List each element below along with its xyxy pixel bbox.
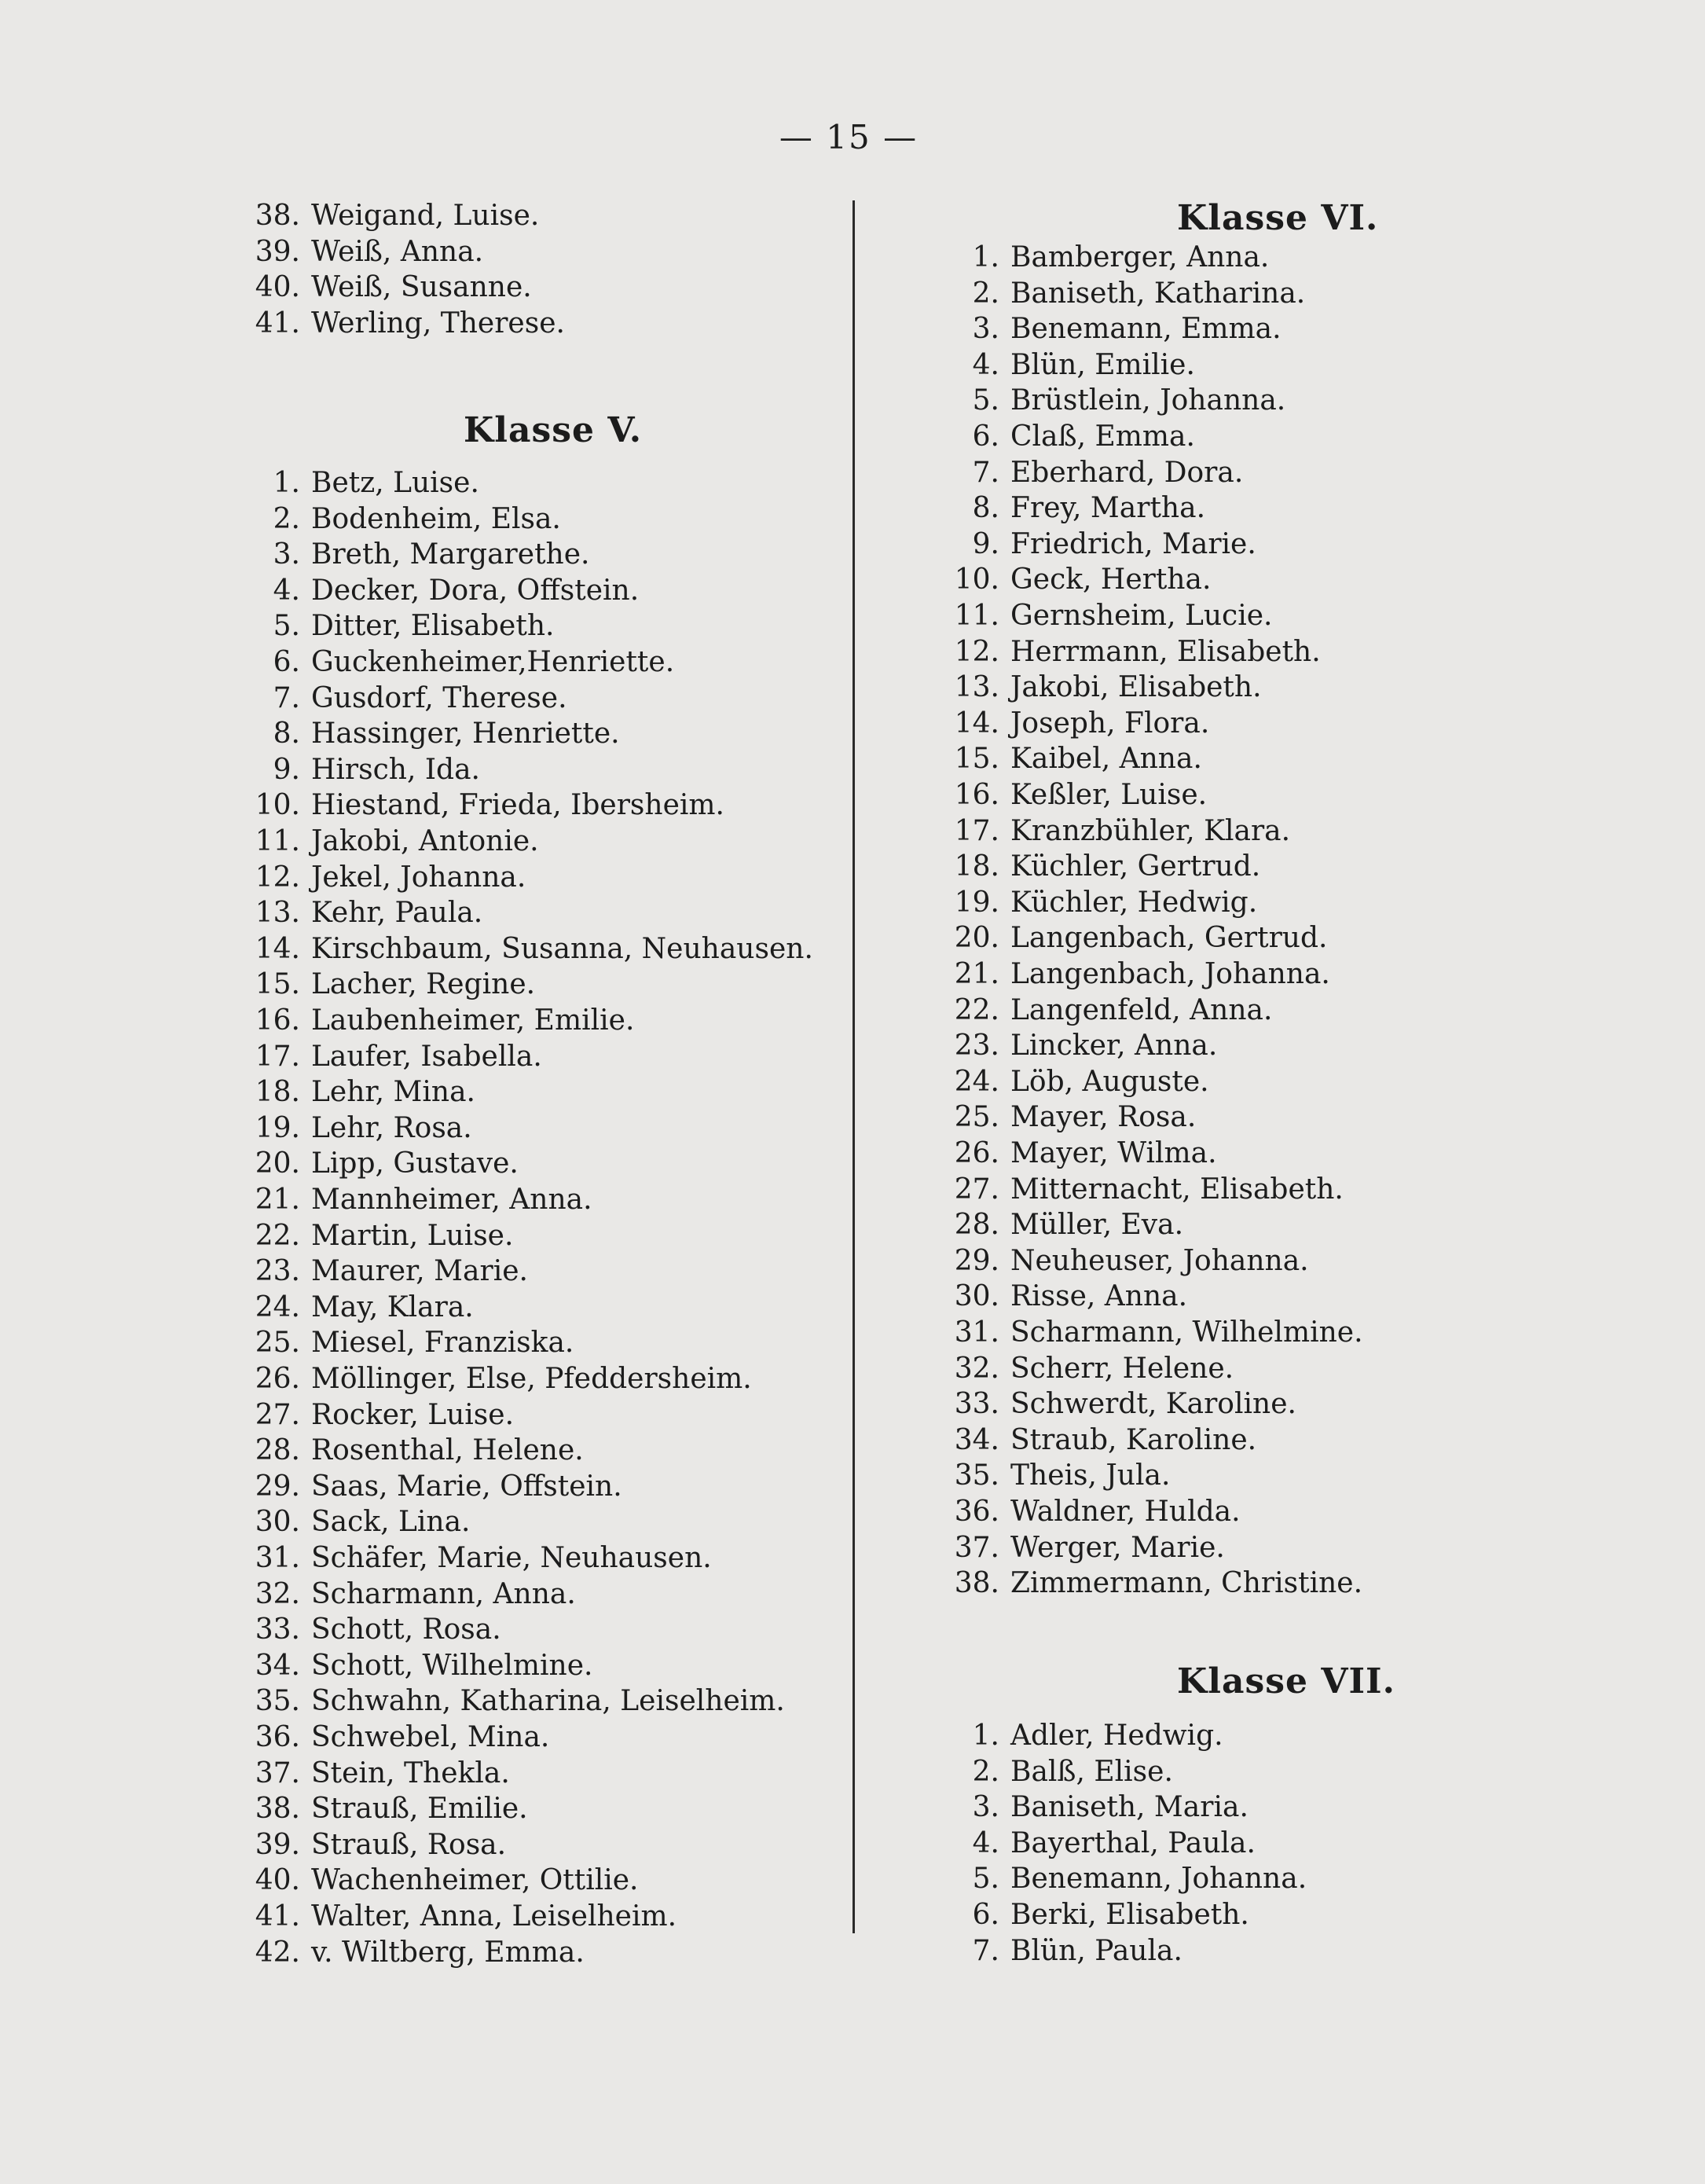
list-item xyxy=(935,885,1257,921)
entry-number: 2. xyxy=(273,502,300,535)
entry-name: Lacher, Regine. xyxy=(311,968,536,1001)
list-item xyxy=(236,1863,639,1899)
entry-name: Strauß, Rosa. xyxy=(311,1828,507,1861)
entry-name: Scharmann, Anna. xyxy=(311,1577,576,1610)
entry-number: 23. xyxy=(255,1255,300,1288)
entry-name: Jakobi, Antonie. xyxy=(311,825,539,857)
entry-number: 34. xyxy=(255,1649,300,1682)
entry-name: Hirsch, Ida. xyxy=(311,753,480,786)
entry-name: Blün, Paula. xyxy=(1010,1934,1182,1967)
entry-number: 7. xyxy=(972,456,999,489)
entry-name: Sack, Lina. xyxy=(311,1506,471,1539)
entry-name: Ditter, Elisabeth. xyxy=(311,610,555,643)
entry-number: 40. xyxy=(255,1864,300,1897)
entry-name: Keßler, Luise. xyxy=(1010,779,1208,811)
entry-name: Kirschbaum, Susanna, Neuhausen. xyxy=(311,932,813,965)
entry-number: 7. xyxy=(273,681,300,714)
entry-name: Rocker, Luise. xyxy=(311,1398,515,1431)
list-item xyxy=(935,1207,1183,1243)
entry-number: 12. xyxy=(255,861,300,894)
list-item xyxy=(935,777,1207,813)
entry-number: 16. xyxy=(954,779,999,811)
entry-name: Kaibel, Anna. xyxy=(1010,743,1202,776)
entry-name: Laufer, Isabella. xyxy=(311,1040,542,1073)
entry-name: Lipp, Gustave. xyxy=(311,1147,519,1180)
list-item xyxy=(935,490,1205,527)
entry-name: Wachenheimer, Ottilie. xyxy=(311,1864,639,1897)
entry-number: 30. xyxy=(954,1280,999,1313)
entry-number: 39. xyxy=(255,1828,300,1861)
entry-name: Lehr, Mina. xyxy=(311,1076,476,1109)
entry-name: Schäfer, Marie, Neuhausen. xyxy=(311,1542,712,1574)
entry-number: 20. xyxy=(255,1147,300,1180)
entry-number: 7. xyxy=(972,1934,999,1967)
list-item xyxy=(935,1458,1170,1494)
entry-number: 5. xyxy=(972,1863,999,1896)
heading-klasse-vi: Klasse VI. xyxy=(1177,198,1379,238)
entry-name: Weigand, Luise. xyxy=(311,200,540,232)
list-item xyxy=(935,1789,1248,1826)
entry-number: 38. xyxy=(255,1793,300,1826)
list-item xyxy=(935,598,1272,634)
entry-number: 3. xyxy=(972,1791,999,1824)
list-item xyxy=(935,527,1256,563)
entry-name: Benemann, Johanna. xyxy=(1010,1863,1307,1896)
entry-number: 1. xyxy=(972,1720,999,1752)
entry-name: Decker, Dora, Offstein. xyxy=(311,574,640,607)
entry-name: Betz, Luise. xyxy=(311,467,479,499)
entry-name: Schwahn, Katharina, Leiselheim. xyxy=(311,1685,785,1718)
entry-number: 23. xyxy=(954,1030,999,1063)
entry-number: 35. xyxy=(954,1459,999,1492)
entry-name: Mitternacht, Elisabeth. xyxy=(1010,1173,1344,1206)
list-item xyxy=(935,1933,1182,1969)
entry-number: 18. xyxy=(954,850,999,883)
entry-name: Breth, Margarethe. xyxy=(311,538,590,571)
list-item xyxy=(236,234,483,270)
entry-number: 4. xyxy=(972,348,999,381)
list-item xyxy=(236,198,539,234)
entry-name: Neuheuser, Johanna. xyxy=(1010,1244,1309,1277)
entry-name: Weiß, Anna. xyxy=(311,235,484,268)
list-item xyxy=(236,1469,622,1505)
entry-number: 18. xyxy=(255,1076,300,1109)
list-item xyxy=(236,931,813,967)
entry-number: 42. xyxy=(255,1936,300,1969)
list-item xyxy=(236,1146,519,1182)
entry-number: 19. xyxy=(954,886,999,919)
entry-name: Berki, Elisabeth. xyxy=(1010,1899,1249,1931)
entry-number: 22. xyxy=(954,993,999,1026)
entry-name: Hassinger, Henriette. xyxy=(311,718,620,751)
list-item xyxy=(236,1254,528,1290)
entry-name: Laubenheimer, Emilie. xyxy=(311,1004,635,1037)
entry-number: 17. xyxy=(255,1040,300,1073)
entry-name: Eberhard, Dora. xyxy=(1010,456,1244,489)
entry-number: 35. xyxy=(255,1685,300,1718)
entry-number: 38. xyxy=(255,200,300,232)
entry-number: 30. xyxy=(255,1506,300,1539)
entry-name: Jekel, Johanna. xyxy=(311,861,526,894)
entry-number: 26. xyxy=(954,1137,999,1169)
entry-name: Möllinger, Else, Pfeddersheim. xyxy=(311,1363,752,1395)
list-item xyxy=(236,465,479,501)
list-item xyxy=(236,573,639,609)
list-item xyxy=(236,1935,585,1971)
entry-name: Mannheimer, Anna. xyxy=(311,1184,592,1216)
entry-number: 37. xyxy=(954,1531,999,1564)
list-item xyxy=(935,383,1285,419)
entry-name: Langenfeld, Anna. xyxy=(1010,993,1273,1026)
entry-name: Jakobi, Elisabeth. xyxy=(1010,671,1262,704)
list-item xyxy=(935,276,1305,312)
entry-number: 28. xyxy=(255,1434,300,1467)
entry-number: 40. xyxy=(255,271,300,304)
list-item xyxy=(236,1397,514,1433)
entry-number: 14. xyxy=(255,932,300,965)
list-item xyxy=(935,920,1327,956)
entry-name: Scharmann, Wilhelmine. xyxy=(1010,1316,1363,1349)
entry-name: Stein, Thekla. xyxy=(311,1756,510,1789)
entry-name: Walter, Anna, Leiselheim. xyxy=(311,1900,677,1933)
entry-name: Theis, Jula. xyxy=(1010,1459,1171,1492)
entry-number: 11. xyxy=(954,600,999,632)
entry-name: Küchler, Hedwig. xyxy=(1010,886,1258,919)
entry-number: 6. xyxy=(273,646,300,678)
heading-klasse-v: Klasse V. xyxy=(464,410,643,450)
entry-number: 1. xyxy=(972,241,999,273)
entry-number: 13. xyxy=(255,897,300,930)
entry-number: 1. xyxy=(273,467,300,499)
list-item xyxy=(236,537,589,573)
list-item xyxy=(935,1826,1256,1862)
entry-number: 8. xyxy=(273,718,300,751)
list-item xyxy=(236,1540,712,1577)
list-item xyxy=(935,1566,1362,1602)
entry-number: 21. xyxy=(255,1184,300,1216)
list-item xyxy=(935,741,1202,777)
entry-name: May, Klara. xyxy=(311,1290,474,1323)
entry-number: 37. xyxy=(255,1756,300,1789)
list-item xyxy=(236,1361,752,1397)
list-item xyxy=(236,1182,592,1218)
list-item xyxy=(236,716,620,752)
entry-name: Müller, Eva. xyxy=(1010,1209,1184,1242)
list-item xyxy=(236,1612,501,1648)
entry-name: Mayer, Wilma. xyxy=(1010,1137,1217,1169)
list-item xyxy=(935,1530,1225,1566)
entry-name: Saas, Marie, Offstein. xyxy=(311,1470,622,1503)
list-item xyxy=(935,1351,1234,1387)
list-item xyxy=(236,644,674,681)
list-item xyxy=(236,1290,474,1326)
entry-name: Zimmermann, Christine. xyxy=(1010,1567,1363,1600)
entry-number: 6. xyxy=(972,420,999,453)
entry-number: 31. xyxy=(954,1316,999,1349)
list-item xyxy=(935,1099,1196,1136)
list-item xyxy=(236,501,561,538)
list-item xyxy=(935,455,1243,491)
list-item xyxy=(236,1074,475,1110)
list-item xyxy=(935,1718,1223,1754)
entry-number: 22. xyxy=(255,1219,300,1252)
entry-number: 3. xyxy=(972,313,999,346)
entry-name: Frey, Martha. xyxy=(1010,492,1206,525)
list-item xyxy=(935,1243,1309,1279)
list-item xyxy=(236,1325,574,1361)
entry-number: 5. xyxy=(972,384,999,417)
list-item xyxy=(935,1136,1217,1172)
entry-name: Schwebel, Mina. xyxy=(311,1721,550,1753)
entry-number: 24. xyxy=(255,1290,300,1323)
entry-number: 13. xyxy=(954,671,999,704)
entry-name: Maurer, Marie. xyxy=(311,1255,528,1288)
entry-name: Gernsheim, Lucie. xyxy=(1010,600,1273,632)
entry-name: Küchler, Gertrud. xyxy=(1010,850,1261,883)
list-item xyxy=(236,1110,472,1147)
entry-number: 15. xyxy=(954,743,999,776)
entry-name: Langenbach, Gertrud. xyxy=(1010,922,1328,955)
entry-number: 3. xyxy=(273,538,300,571)
list-item xyxy=(935,706,1209,742)
entry-number: 29. xyxy=(255,1470,300,1503)
entry-number: 31. xyxy=(255,1542,300,1574)
list-item xyxy=(935,634,1321,670)
entry-name: Scherr, Helene. xyxy=(1010,1352,1234,1385)
entry-number: 10. xyxy=(255,789,300,822)
list-item xyxy=(236,752,480,788)
list-item xyxy=(236,860,526,896)
entry-number: 5. xyxy=(273,610,300,643)
entry-number: 26. xyxy=(255,1363,300,1395)
list-item xyxy=(935,347,1195,384)
entry-number: 19. xyxy=(255,1111,300,1144)
entry-number: 9. xyxy=(273,753,300,786)
entry-name: Risse, Anna. xyxy=(1010,1280,1188,1313)
entry-name: Friedrich, Marie. xyxy=(1010,527,1256,560)
list-item xyxy=(935,956,1330,993)
entry-number: 2. xyxy=(972,277,999,310)
entry-name: Schott, Rosa. xyxy=(311,1613,501,1646)
list-item xyxy=(236,895,482,931)
entry-number: 32. xyxy=(255,1577,300,1610)
entry-number: 24. xyxy=(954,1065,999,1098)
entry-number: 41. xyxy=(255,1900,300,1933)
entry-number: 15. xyxy=(255,968,300,1001)
entry-number: 38. xyxy=(954,1567,999,1600)
entry-number: 17. xyxy=(954,814,999,847)
list-item xyxy=(935,813,1290,850)
entry-name: Gusdorf, Therese. xyxy=(311,681,567,714)
list-item xyxy=(236,1218,513,1254)
list-item xyxy=(236,1433,584,1469)
list-item xyxy=(236,1720,549,1756)
entry-name: Bodenheim, Elsa. xyxy=(311,502,561,535)
entry-name: Claß, Emma. xyxy=(1010,420,1195,453)
list-item xyxy=(935,419,1195,455)
list-item xyxy=(236,270,532,306)
entry-number: 33. xyxy=(954,1388,999,1421)
list-item xyxy=(236,1791,528,1827)
entry-number: 36. xyxy=(954,1496,999,1528)
entry-number: 8. xyxy=(972,492,999,525)
entry-number: 4. xyxy=(972,1826,999,1859)
list-item xyxy=(236,608,554,644)
entry-name: Herrmann, Elisabeth. xyxy=(1010,635,1321,668)
entry-number: 34. xyxy=(954,1423,999,1456)
entry-name: Weiß, Susanne. xyxy=(311,271,532,304)
list-item xyxy=(935,1861,1307,1897)
entry-name: Joseph, Flora. xyxy=(1010,707,1210,740)
list-item xyxy=(236,1899,676,1935)
list-item xyxy=(236,967,535,1003)
entry-number: 41. xyxy=(255,306,300,340)
entry-number: 12. xyxy=(954,635,999,668)
list-item xyxy=(935,1754,1173,1790)
entry-number: 10. xyxy=(954,563,999,596)
list-item xyxy=(935,993,1272,1029)
entry-number: 36. xyxy=(255,1721,300,1753)
entry-number: 27. xyxy=(954,1173,999,1206)
entry-name: Lincker, Anna. xyxy=(1010,1030,1218,1063)
entry-name: Lehr, Rosa. xyxy=(311,1111,472,1144)
entry-name: Guckenheimer,Henriette. xyxy=(311,646,675,678)
entry-name: Bamberger, Anna. xyxy=(1010,241,1270,273)
entry-number: 14. xyxy=(954,707,999,740)
entry-name: Martin, Luise. xyxy=(311,1219,514,1252)
entry-name: Hiestand, Frieda, Ibersheim. xyxy=(311,789,724,822)
entry-number: 39. xyxy=(255,235,300,268)
entry-name: Schwerdt, Karoline. xyxy=(1010,1388,1296,1421)
list-item xyxy=(236,1504,471,1540)
list-item xyxy=(236,1756,510,1792)
list-item xyxy=(236,787,724,824)
list-item xyxy=(236,306,565,342)
entry-name: Brüstlein, Johanna. xyxy=(1010,384,1286,417)
entry-number: 33. xyxy=(255,1613,300,1646)
entry-number: 20. xyxy=(954,922,999,955)
entry-name: Straub, Karoline. xyxy=(1010,1423,1257,1456)
list-item xyxy=(236,1827,506,1863)
entry-name: Schott, Wilhelmine. xyxy=(311,1649,593,1682)
entry-number: 16. xyxy=(255,1004,300,1037)
entry-name: Balß, Elise. xyxy=(1010,1755,1173,1788)
entry-number: 32. xyxy=(954,1352,999,1385)
entry-number: 28. xyxy=(954,1209,999,1242)
entry-number: 4. xyxy=(273,574,300,607)
list-item xyxy=(935,562,1211,598)
list-item xyxy=(236,1003,634,1039)
page-number: — 15 — xyxy=(779,118,918,156)
list-item xyxy=(935,1386,1296,1422)
entry-number: 25. xyxy=(954,1101,999,1134)
list-item xyxy=(935,240,1269,276)
list-item xyxy=(935,670,1262,706)
list-item xyxy=(236,1683,785,1720)
entry-name: Blün, Emilie. xyxy=(1010,348,1195,381)
list-item xyxy=(935,1279,1187,1315)
entry-name: Adler, Hedwig. xyxy=(1010,1720,1223,1752)
heading-klasse-vii: Klasse VII. xyxy=(1177,1661,1395,1701)
entry-number: 27. xyxy=(255,1398,300,1431)
list-item xyxy=(236,824,539,860)
entry-number: 21. xyxy=(954,958,999,990)
list-item xyxy=(935,849,1260,885)
list-item xyxy=(935,1028,1217,1064)
entry-name: Werger, Marie. xyxy=(1010,1531,1225,1564)
entry-name: Miesel, Franziska. xyxy=(311,1327,574,1360)
list-item xyxy=(236,1648,593,1684)
entry-number: 25. xyxy=(255,1327,300,1360)
list-item xyxy=(935,311,1282,347)
entry-name: Strauß, Emilie. xyxy=(311,1793,528,1826)
entry-name: Mayer, Rosa. xyxy=(1010,1101,1197,1134)
entry-number: 9. xyxy=(972,527,999,560)
entry-number: 11. xyxy=(255,825,300,857)
entry-name: Langenbach, Johanna. xyxy=(1010,958,1330,990)
entry-number: 2. xyxy=(972,1755,999,1788)
list-item xyxy=(935,1315,1363,1351)
entry-name: Löb, Auguste. xyxy=(1010,1065,1209,1098)
list-item xyxy=(236,1577,576,1613)
list-item xyxy=(935,1172,1344,1208)
entry-name: Benemann, Emma. xyxy=(1010,313,1282,346)
entry-number: 29. xyxy=(954,1244,999,1277)
entry-name: Kranzbühler, Klara. xyxy=(1010,814,1291,847)
entry-name: v. Wiltberg, Emma. xyxy=(311,1936,585,1969)
entry-name: Geck, Hertha. xyxy=(1010,563,1212,596)
list-item xyxy=(935,1422,1256,1459)
list-item xyxy=(236,681,567,717)
entry-name: Waldner, Hulda. xyxy=(1010,1496,1241,1528)
entry-name: Baniseth, Katharina. xyxy=(1010,277,1306,310)
entry-name: Bayerthal, Paula. xyxy=(1010,1826,1256,1859)
entry-name: Rosenthal, Helene. xyxy=(311,1434,584,1467)
list-item xyxy=(935,1897,1249,1933)
entry-name: Baniseth, Maria. xyxy=(1010,1791,1248,1824)
entry-name: Kehr, Paula. xyxy=(311,897,483,930)
column-divider xyxy=(852,200,855,1933)
list-item xyxy=(935,1064,1209,1100)
entry-name: Werling, Therese. xyxy=(311,306,565,340)
list-item xyxy=(236,1039,542,1075)
entry-number: 6. xyxy=(972,1899,999,1931)
list-item xyxy=(935,1494,1241,1530)
